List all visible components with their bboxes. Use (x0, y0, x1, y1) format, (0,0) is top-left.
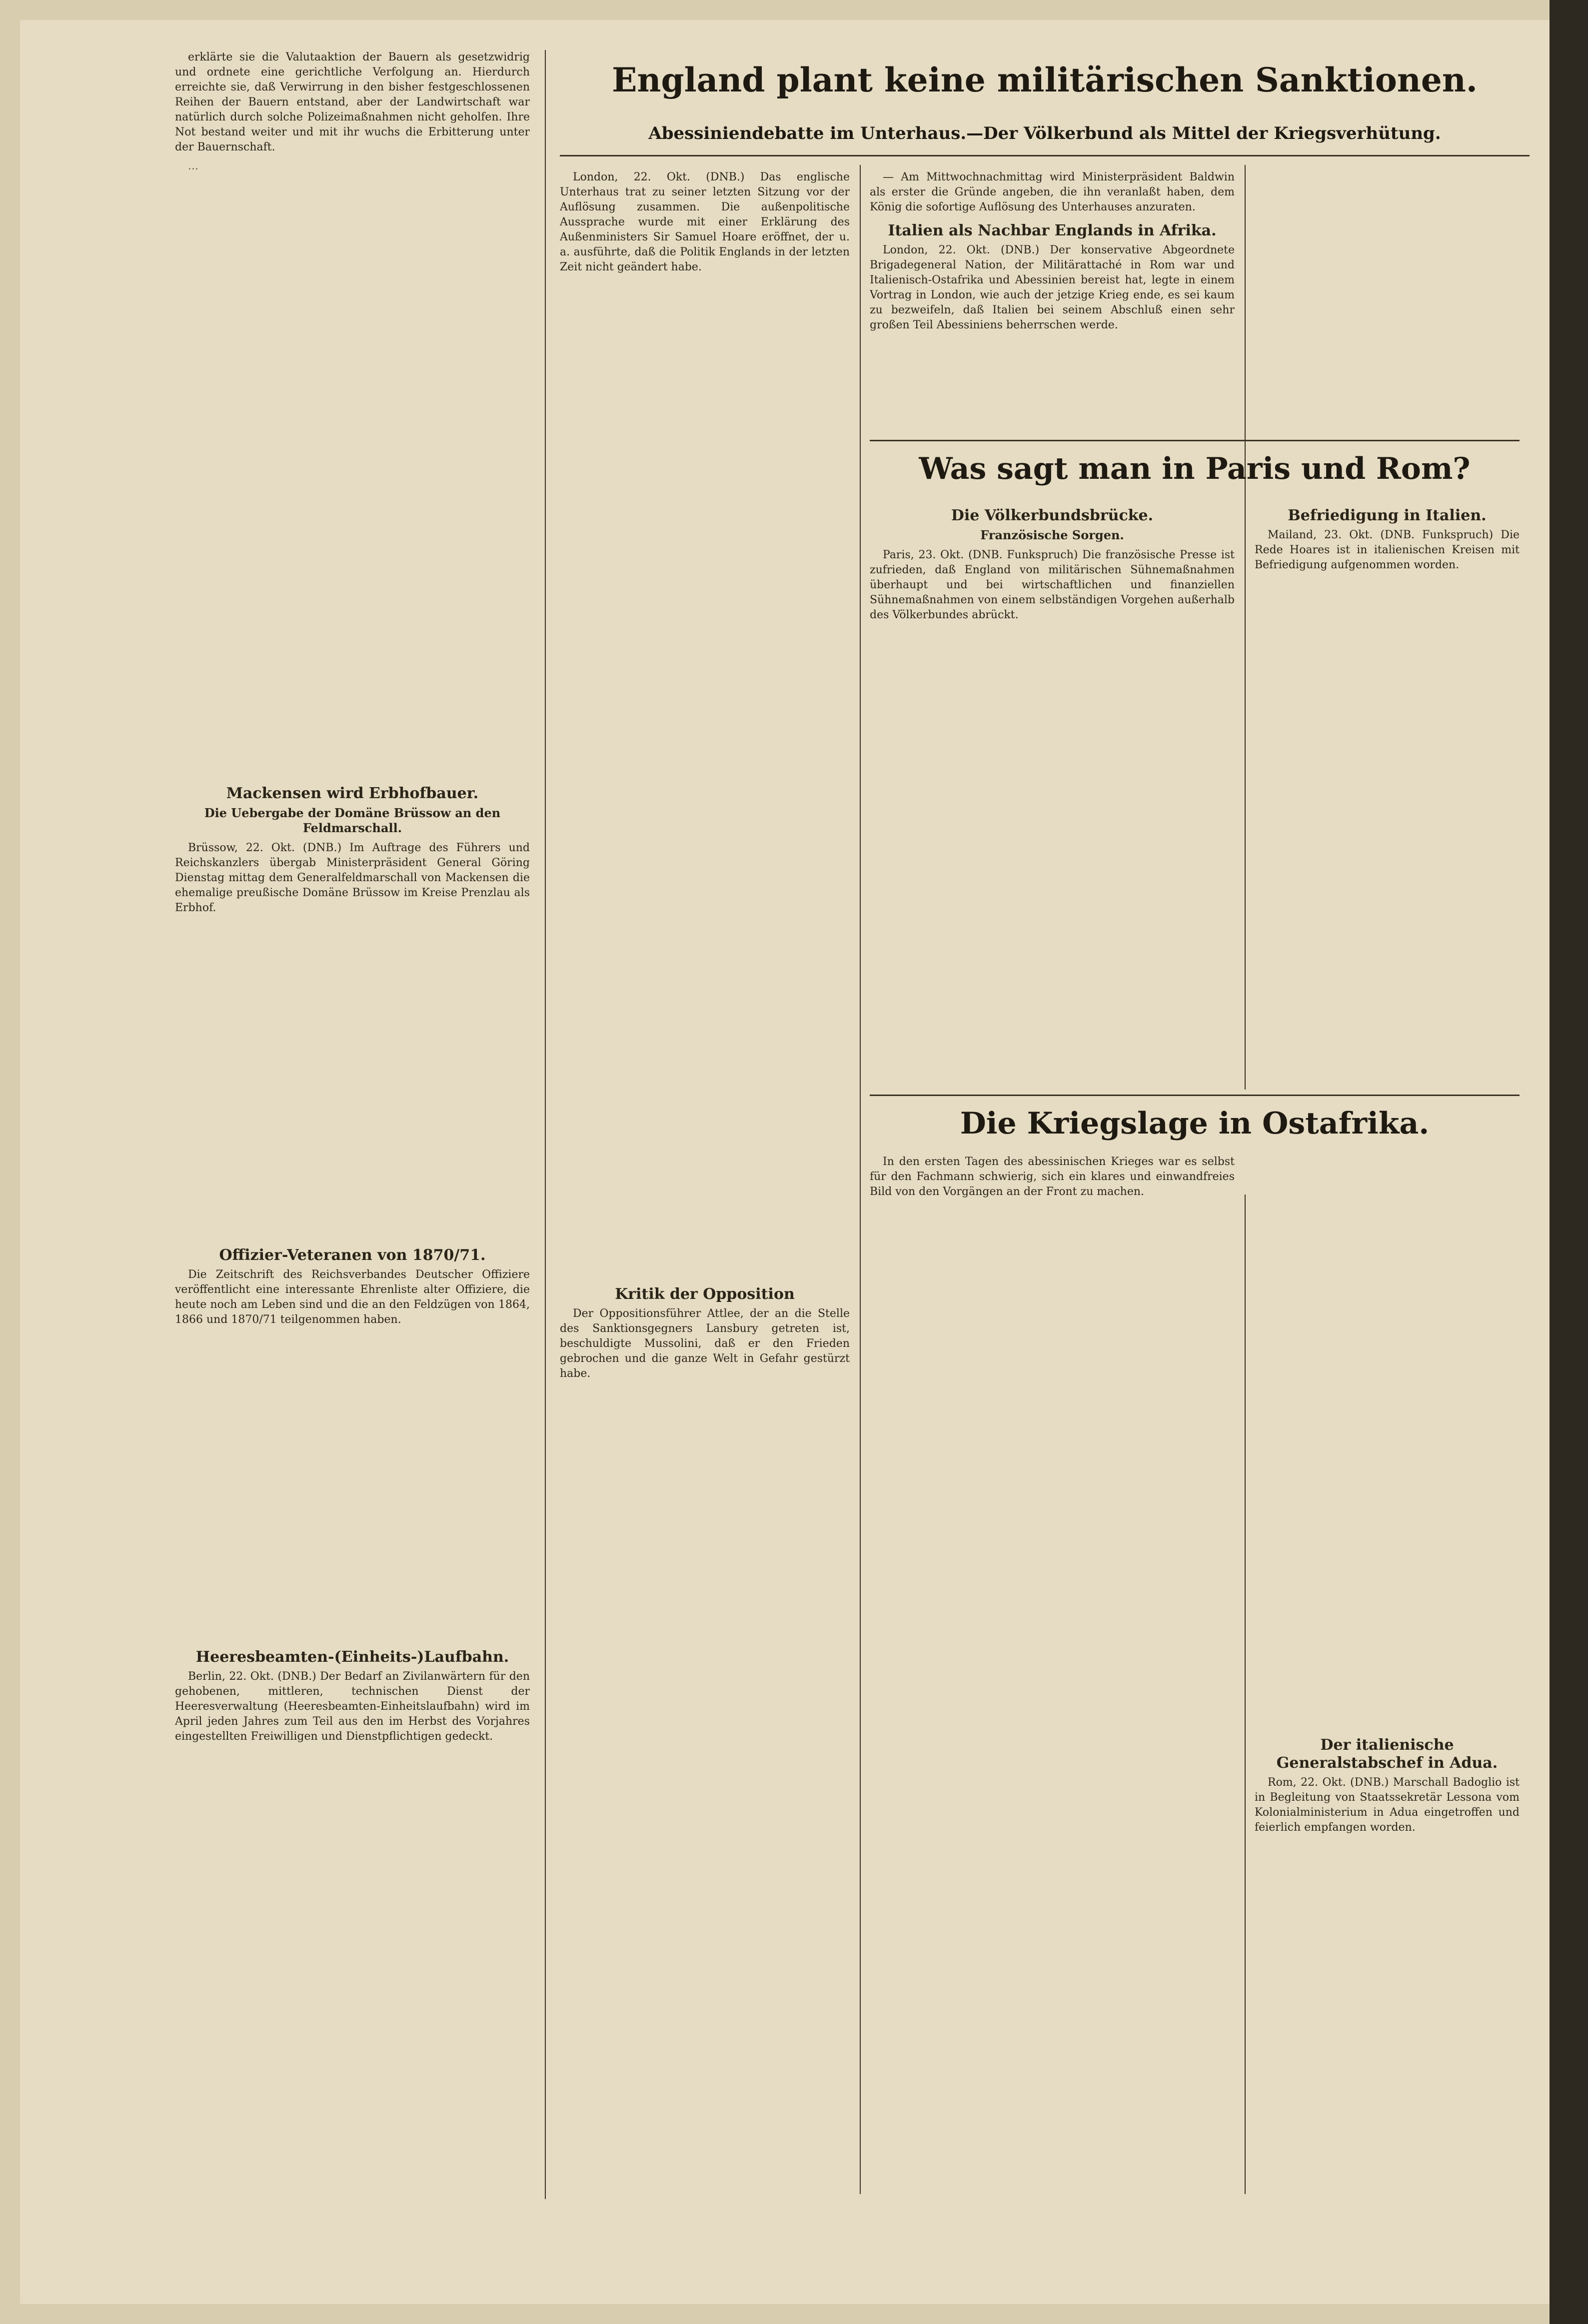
main-headline: England plant keine militärischen Sanktionen. (612, 60, 1478, 99)
italy-title: Befriedigung in Italien. (1288, 507, 1487, 524)
col2-section-title: Kritik der Opposition (615, 1285, 795, 1303)
intro-text: erklärte sie die Valutaaktion der Bauern als gesetzwidrig und ordnete eine gerichtliche Verfolgung an. Hierdurch erreichte sie, daß Verwirrung in den bisher festgeschlossenen Reihen der Bauern entstand, aber der Landwirtschaft war natürlich durch solche Polizeimaßnahmen nicht geholfen. Ihre Not bestand weiter und mit ihr wuchs die Erbitterung unter der Bauernschaft. (175, 51, 530, 153)
east-africa-block (870, 1155, 1235, 2179)
article-title-heeresbeamten: Heeresbeamten-(Einheits-)Laufbahn. (195, 1648, 509, 1666)
paris-rome-block (870, 500, 1235, 1050)
left-column (175, 50, 530, 2174)
paris-rome-sub: Die Völkerbundsbrücke. (951, 507, 1154, 524)
column-divider (1245, 1194, 1246, 2194)
newspaper-page (20, 20, 1550, 2304)
page-fold-shadow (1550, 0, 1588, 2324)
main-subheadline: Abessiniendebatte im Unterhaus.—Der Völkerbund als Mittel der Kriegsverhütung. (648, 123, 1441, 143)
article-title-veterans: Offizier-Veteranen von 1870/71. (219, 1246, 486, 1264)
column-3 (870, 170, 1235, 420)
article-text-veterans: Die Zeitschrift des Reichsverbandes Deutscher Offiziere veröffentlicht eine interessante Ehrenliste alter Offiziere, die heute noch am Leben sind und die an den Feldzügen von 1864, 1866 und 1870/71 teilgenommen haben. (175, 1268, 530, 1326)
section-rule (870, 1095, 1520, 1096)
column-2 (560, 170, 850, 2189)
col2-text1: London, 22. Okt. (DNB.) Das englische Unterhaus trat zu seiner letzten Sitzung vor der Auflösung zusammen. Die außenpolitische Aussprache wurde mit einer Erklärung des Außenministers Sir Samuel Hoare eröffnet, der u. a. ausführte, daß die Politik Englands in der letzten Zeit nicht geändert habe. (560, 171, 850, 273)
italy-block (1255, 500, 1520, 1050)
paris-rome-text: Paris, 23. Okt. (DNB. Funkspruch) Die französische Presse ist zufrieden, daß England von militärischen Sühnemaßnahmen überhaupt und bei wirtschaftlichen und finanziellen Sühnemaßnahmen von einem selbständigen Vorgehen außerhalb des Völkerbundes abrückt. (870, 549, 1235, 621)
article-sub-mackensen: Die Uebergabe der Domäne Brüssow an den Feldmarschall. (204, 806, 501, 835)
east-africa-text: In den ersten Tagen des abessinischen Krieges war es selbst für den Fachmann schwierig, sich ein klares und einwandfreies Bild von den Vorgängen an der Front zu machen. (870, 1156, 1235, 1198)
col3-box-title: Italien als Nachbar Englands in Afrika. (888, 222, 1217, 239)
col3-text1: — Am Mittwochnachmittag wird Ministerpräsident Baldwin als erster die Gründe angeben, die ihn veranlaßt haben, dem König die sofortige Auflösung des Unterhauses anzuraten. (870, 171, 1235, 213)
article-text-mackensen: Brüssow, 22. Okt. (DNB.) Im Auftrage des Führers und Reichskanzlers übergab Ministerpräsident General Göring Dienstag mittag dem Generalfeldmarschall von Mackensen die ehemalige preußische Domäne Brüssow im Kreise Prenzlau als Erbhof. (175, 842, 530, 914)
article-text-heeresbeamten: Berlin, 22. Okt. (DNB.) Der Bedarf an Zivilanwärtern für den gehobenen, mittleren, technischen Dienst der Heeresverwaltung (Heeresbeamten-Einheitslaufbahn) wird im April jeden Jahres zum Teil aus den im Herbst des Vorjahres eingestellten Freiwilligen und Dienstpflichtigen gedeckt. (175, 1670, 530, 1743)
column-divider (545, 50, 546, 2199)
italy-text: Mailand, 23. Okt. (DNB. Funkspruch) Die Rede Hoares ist in italienischen Kreisen mit Befriedigung aufgenommen worden. (1255, 529, 1520, 571)
paris-rome-title: Was sagt man in Paris und Rom? (919, 451, 1471, 486)
section-rule (870, 440, 1520, 441)
staff-block (1255, 1155, 1520, 2179)
column-divider (860, 165, 861, 2194)
headline-rule (560, 155, 1530, 156)
col3-box-text: London, 22. Okt. (DNB.) Der konservative Abgeordnete Brigadegeneral Nation, der Militärattaché in Rom war und Italienisch-Ostafrika und Abessinien bereist hat, legte in einem Vortrag in London, wie auch der jetzige Krieg ende, es sei kaum zu bezweifeln, daß Italien bei seinem Abschluß einen sehr großen Teil Abessiniens beherrschen werde. (870, 244, 1235, 331)
east-africa-title: Die Kriegslage in Ostafrika. (960, 1106, 1430, 1141)
filler-text: ... (188, 160, 198, 172)
article-title-mackensen: Mackensen wird Erbhofbauer. (226, 785, 479, 802)
staff-text: Rom, 22. Okt. (DNB.) Marschall Badoglio ist in Begleitung von Staatssekretär Lessona vom Kolonialministerium in Adua eingetroffen und feierlich empfangen worden. (1255, 1776, 1520, 1834)
staff-title: Der italienische Generalstabschef in Adua. (1276, 1736, 1498, 1772)
paris-rome-kicker: Französische Sorgen. (980, 528, 1124, 542)
col2-text2: Der Oppositionsführer Attlee, der an die Stelle des Sanktionsgegners Lansbury getreten ist, beschuldigte Mussolini, daß er den Frieden gebrochen und die ganze Welt in Gefahr gestürzt habe. (560, 1307, 850, 1380)
column-divider (1245, 165, 1246, 1090)
